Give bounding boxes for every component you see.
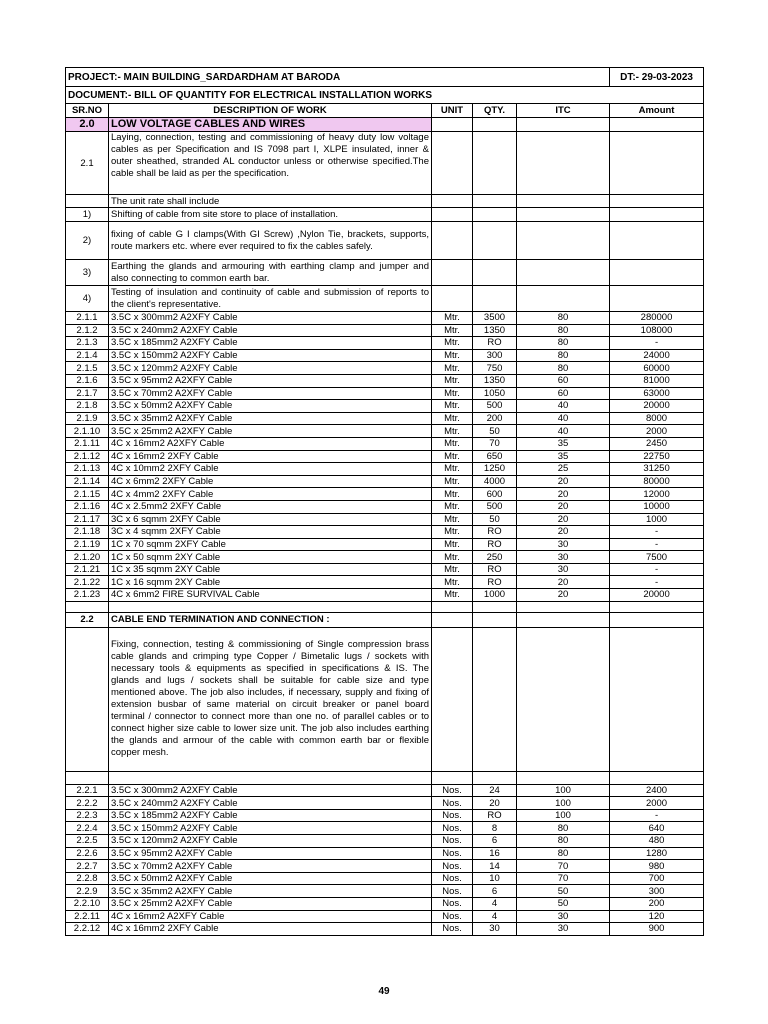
item-unit: Mtr. (432, 437, 473, 450)
item-description: 4C x 16mm2 2XFY Cable (109, 450, 432, 463)
item-amount: 8000 (610, 412, 704, 425)
item-itc: 80 (517, 362, 610, 375)
item-itc: 20 (517, 589, 610, 602)
item-number: 2.1.22 (66, 576, 109, 589)
table-row (66, 898, 704, 911)
item-qty: RO (473, 337, 517, 350)
item-description: 4C x 10mm2 2XFY Cable (109, 463, 432, 476)
item-unit: Mtr. (432, 563, 473, 576)
note-text: Earthing the glands and armouring with earthing clamp and jumper and also connecting to common earth bar. (109, 260, 432, 286)
item-unit: Mtr. (432, 450, 473, 463)
item-qty: 8 (473, 822, 517, 835)
item-number: 2.1 (66, 132, 109, 195)
item-unit: Nos. (432, 872, 473, 885)
item-number: 2.1.9 (66, 412, 109, 425)
item-number: 2.1.14 (66, 475, 109, 488)
section-header-row (66, 118, 704, 132)
item-number: 2.2.12 (66, 923, 109, 936)
item-qty: 250 (473, 551, 517, 564)
item-number: 2.2.10 (66, 898, 109, 911)
item-description: 4C x 16mm2 2XFY Cable (109, 923, 432, 936)
item-amount: - (610, 337, 704, 350)
item-description: 3.5C x 25mm2 A2XFY Cable (109, 898, 432, 911)
item-unit: Mtr. (432, 463, 473, 476)
col-itc: ITC (517, 104, 610, 118)
item-itc: 30 (517, 538, 610, 551)
item-itc: 80 (517, 349, 610, 362)
table-row (66, 337, 704, 350)
item-amount: 2000 (610, 797, 704, 810)
item-itc: 20 (517, 475, 610, 488)
item-number: 2.1.15 (66, 488, 109, 501)
item-qty: 1350 (473, 324, 517, 337)
item-amount: 24000 (610, 349, 704, 362)
table-row (66, 551, 704, 564)
item-description: 3.5C x 50mm2 A2XFY Cable (109, 400, 432, 413)
item-itc: 30 (517, 563, 610, 576)
item-qty: 750 (473, 362, 517, 375)
item-amount: 2450 (610, 437, 704, 450)
table-row (66, 872, 704, 885)
item-qty: 650 (473, 450, 517, 463)
item-itc: 80 (517, 312, 610, 325)
item-description: 3.5C x 150mm2 A2XFY Cable (109, 822, 432, 835)
item-itc: 80 (517, 822, 610, 835)
item-unit: Mtr. (432, 526, 473, 539)
item-itc: 35 (517, 437, 610, 450)
document-row (66, 87, 704, 104)
item-amount: 31250 (610, 463, 704, 476)
item-description: 4C x 16mm2 A2XFY Cable (109, 437, 432, 450)
rate-include-text: The unit rate shall include (109, 195, 432, 208)
item-unit: Mtr. (432, 538, 473, 551)
note-number: 4) (66, 286, 109, 312)
item-amount: 2000 (610, 425, 704, 438)
item-number: 2.2.8 (66, 872, 109, 885)
item-amount: 120 (610, 910, 704, 923)
item-description: 3.5C x 25mm2 A2XFY Cable (109, 425, 432, 438)
item-unit: Mtr. (432, 425, 473, 438)
item-number: 2.2.4 (66, 822, 109, 835)
item-unit: Nos. (432, 809, 473, 822)
item-unit: Nos. (432, 910, 473, 923)
table-row (66, 822, 704, 835)
item-description: 3.5C x 70mm2 A2XFY Cable (109, 387, 432, 400)
item-description: 3.5C x 120mm2 A2XFY Cable (109, 362, 432, 375)
item-unit: Nos. (432, 860, 473, 873)
col-amount: Amount (610, 104, 704, 118)
item-itc: 100 (517, 809, 610, 822)
item-number: 2.1.5 (66, 362, 109, 375)
item-qty: 6 (473, 885, 517, 898)
note-row (66, 286, 704, 312)
item-description: 3.5C x 35mm2 A2XFY Cable (109, 885, 432, 898)
table-row (66, 312, 704, 325)
table-row (66, 400, 704, 413)
item-description: 4C x 6mm2 FIRE SURVIVAL Cable (109, 589, 432, 602)
item-description: 3.5C x 240mm2 A2XFY Cable (109, 324, 432, 337)
item-unit: Nos. (432, 784, 473, 797)
item-amount: 1000 (610, 513, 704, 526)
item-description: 3.5C x 95mm2 A2XFY Cable (109, 847, 432, 860)
item-qty: RO (473, 809, 517, 822)
item-amount: 63000 (610, 387, 704, 400)
item-amount: 640 (610, 822, 704, 835)
item-itc: 100 (517, 784, 610, 797)
table-row (66, 797, 704, 810)
item-qty: 14 (473, 860, 517, 873)
project-row (66, 68, 704, 87)
cable-items (66, 312, 704, 602)
col-description: DESCRIPTION OF WORK (109, 104, 432, 118)
item-unit: Nos. (432, 885, 473, 898)
item-amount: - (610, 526, 704, 539)
item-itc: 20 (517, 513, 610, 526)
item-description: 1C x 50 sqmm 2XY Cable (109, 551, 432, 564)
col-srno: SR.NO (66, 104, 109, 118)
item-description: 3.5C x 150mm2 A2XFY Cable (109, 349, 432, 362)
item-amount: 80000 (610, 475, 704, 488)
note-text: Shifting of cable from site store to place of installation. (109, 208, 432, 222)
note-text: Testing of insulation and continuity of cable and submission of reports to the client's representative. (109, 286, 432, 312)
item-description: 3.5C x 300mm2 A2XFY Cable (109, 312, 432, 325)
item-description: 4C x 4mm2 2XFY Cable (109, 488, 432, 501)
section-title: LOW VOLTAGE CABLES AND WIRES (109, 118, 432, 132)
item-number: 2.1.6 (66, 374, 109, 387)
item-description: 3.5C x 300mm2 A2XFY Cable (109, 784, 432, 797)
item-qty: RO (473, 538, 517, 551)
item-itc: 20 (517, 500, 610, 513)
spacer-row (66, 601, 704, 612)
item-amount: 300 (610, 885, 704, 898)
item-qty: 500 (473, 400, 517, 413)
item-number: 2.2.11 (66, 910, 109, 923)
note-row (66, 208, 704, 222)
item-unit: Nos. (432, 797, 473, 810)
item-qty: 10 (473, 872, 517, 885)
item-number: 2.1.7 (66, 387, 109, 400)
item-description-row (66, 132, 704, 195)
item-unit: Nos. (432, 822, 473, 835)
item-qty: RO (473, 576, 517, 589)
item-itc: 80 (517, 337, 610, 350)
item-description-row (66, 627, 704, 771)
item-qty: 4 (473, 898, 517, 911)
item-qty: 200 (473, 412, 517, 425)
table-row (66, 500, 704, 513)
item-amount: - (610, 576, 704, 589)
item-number: 2.2.6 (66, 847, 109, 860)
item-amount: 480 (610, 835, 704, 848)
item-number: 2.2.7 (66, 860, 109, 873)
item-amount: - (610, 809, 704, 822)
note-row (66, 222, 704, 260)
item-itc: 60 (517, 374, 610, 387)
item-itc: 80 (517, 847, 610, 860)
item-number: 2.1.23 (66, 589, 109, 602)
section-header-row (66, 612, 704, 627)
item-qty: 50 (473, 513, 517, 526)
item-description: 3.5C x 95mm2 A2XFY Cable (109, 374, 432, 387)
termination-description: Fixing, connection, testing & commissioning of Single compression brass cable glands and crimping type Copper / Bimetalic lugs / sockets with necessary tools & equipments as specified in specifications & IS. The glands and lugs / sockets shall be suitable for cable size and type mentioned above. The job also includes, if necessary, supply and fixing of extension busbar of same material on circuit breaker or panel board terminal / connector to connect more than one no. of parallel cables or to connect higher size cable to lower size unit. The job also includes earthing the glands and armour of the cable with common earth bar or flexible copper mesh. (109, 627, 432, 771)
table-row (66, 437, 704, 450)
item-description: 3C x 6 sqmm 2XFY Cable (109, 513, 432, 526)
page-number: 49 (378, 986, 390, 997)
item-number: 2.2.5 (66, 835, 109, 848)
item-unit: Mtr. (432, 362, 473, 375)
item-number: 2.1.11 (66, 437, 109, 450)
table-row (66, 450, 704, 463)
item-amount: - (610, 563, 704, 576)
item-description: 4C x 6mm2 2XFY Cable (109, 475, 432, 488)
item-qty: 1050 (473, 387, 517, 400)
item-unit: Mtr. (432, 513, 473, 526)
item-unit: Mtr. (432, 312, 473, 325)
table-row (66, 784, 704, 797)
item-qty: 1350 (473, 374, 517, 387)
item-description: 4C x 16mm2 A2XFY Cable (109, 910, 432, 923)
item-description: 3.5C x 70mm2 A2XFY Cable (109, 860, 432, 873)
item-unit: Nos. (432, 835, 473, 848)
item-unit: Mtr. (432, 500, 473, 513)
item-itc: 30 (517, 923, 610, 936)
item-number: 2.1.10 (66, 425, 109, 438)
item-amount: 20000 (610, 589, 704, 602)
item-qty: 500 (473, 500, 517, 513)
item-itc: 20 (517, 488, 610, 501)
document-date: DT:- 29-03-2023 (610, 68, 704, 87)
item-itc: 40 (517, 412, 610, 425)
col-qty: QTY. (473, 104, 517, 118)
item-description: 1C x 70 sqmm 2XFY Cable (109, 538, 432, 551)
item-qty: 300 (473, 349, 517, 362)
item-itc: 40 (517, 425, 610, 438)
item-number: 2.1.3 (66, 337, 109, 350)
table-row (66, 923, 704, 936)
col-unit: UNIT (432, 104, 473, 118)
item-number: 2.1.1 (66, 312, 109, 325)
item-qty: RO (473, 563, 517, 576)
item-itc: 100 (517, 797, 610, 810)
item-qty: 1250 (473, 463, 517, 476)
item-description: 3.5C x 185mm2 A2XFY Cable (109, 337, 432, 350)
item-number: 2.1.19 (66, 538, 109, 551)
note-row (66, 260, 704, 286)
item-itc: 60 (517, 387, 610, 400)
project-title: PROJECT:- MAIN BUILDING_SARDARDHAM AT BARODA (66, 68, 610, 87)
table-row (66, 425, 704, 438)
item-amount: 10000 (610, 500, 704, 513)
table-row (66, 563, 704, 576)
table-row (66, 526, 704, 539)
item-qty: 50 (473, 425, 517, 438)
item-qty: 20 (473, 797, 517, 810)
item-amount: - (610, 538, 704, 551)
section-title: CABLE END TERMINATION AND CONNECTION : (109, 612, 432, 627)
item-number: 2.2.3 (66, 809, 109, 822)
item-unit: Nos. (432, 847, 473, 860)
item-amount: 108000 (610, 324, 704, 337)
item-amount: 2400 (610, 784, 704, 797)
rate-include-row (66, 195, 704, 208)
table-row (66, 387, 704, 400)
table-row (66, 847, 704, 860)
table-row (66, 910, 704, 923)
item-unit: Mtr. (432, 337, 473, 350)
item-number: 2.1.4 (66, 349, 109, 362)
item-unit: Mtr. (432, 349, 473, 362)
item-qty: 3500 (473, 312, 517, 325)
table-row (66, 324, 704, 337)
item-itc: 80 (517, 324, 610, 337)
item-qty: 24 (473, 784, 517, 797)
item-qty: 600 (473, 488, 517, 501)
table-row (66, 349, 704, 362)
item-amount: 280000 (610, 312, 704, 325)
item-qty: 70 (473, 437, 517, 450)
item-number: 2.2.9 (66, 885, 109, 898)
table-row (66, 860, 704, 873)
item-qty: 4000 (473, 475, 517, 488)
item-number: 2.1.20 (66, 551, 109, 564)
item-unit: Mtr. (432, 551, 473, 564)
item-amount: 1280 (610, 847, 704, 860)
item-unit: Nos. (432, 923, 473, 936)
spacer-row (66, 771, 704, 784)
item-qty: 1000 (473, 589, 517, 602)
item-itc: 70 (517, 860, 610, 873)
item-unit: Mtr. (432, 400, 473, 413)
item-number: 2.1.17 (66, 513, 109, 526)
item-number: 2.1.12 (66, 450, 109, 463)
item-itc: 30 (517, 551, 610, 564)
table-row (66, 576, 704, 589)
item-amount: 60000 (610, 362, 704, 375)
table-row (66, 463, 704, 476)
note-number: 1) (66, 208, 109, 222)
table-row (66, 589, 704, 602)
item-amount: 200 (610, 898, 704, 911)
item-number: 2.2.1 (66, 784, 109, 797)
termination-items (66, 784, 704, 935)
item-qty: 4 (473, 910, 517, 923)
note-text: fixing of cable G I clamps(With GI Screw) ,Nylon Tie, brackets, supports, route markers etc. where ever required to fix the cables safely. (109, 222, 432, 260)
table-row (66, 412, 704, 425)
item-number: 2.1.18 (66, 526, 109, 539)
table-row (66, 809, 704, 822)
item-description: 3.5C x 35mm2 A2XFY Cable (109, 412, 432, 425)
item-itc: 20 (517, 576, 610, 589)
item-itc: 50 (517, 885, 610, 898)
item-itc: 20 (517, 526, 610, 539)
column-header-row (66, 104, 704, 118)
item-unit: Mtr. (432, 576, 473, 589)
table-row (66, 362, 704, 375)
item-description: 1C x 16 sqmm 2XY Cable (109, 576, 432, 589)
item-description: 4C x 2.5mm2 2XFY Cable (109, 500, 432, 513)
item-itc: 40 (517, 400, 610, 413)
item-amount: 980 (610, 860, 704, 873)
table-row (66, 475, 704, 488)
item-number: 2.1.21 (66, 563, 109, 576)
item-unit: Mtr. (432, 374, 473, 387)
item-amount: 700 (610, 872, 704, 885)
item-description: Laying, connection, testing and commissioning of heavy duty low voltage cables as per Specification and IS 7098 part I, XLPE insulated, inner & outer sheathed, stranded AL conductor unless or otherwise specified.The cable shall be laid as per the specification. (109, 132, 432, 195)
boq-table (65, 67, 704, 936)
item-description: 3.5C x 240mm2 A2XFY Cable (109, 797, 432, 810)
item-itc: 50 (517, 898, 610, 911)
section-number: 2.0 (66, 118, 109, 132)
item-unit: Mtr. (432, 324, 473, 337)
item-amount: 900 (610, 923, 704, 936)
table-row (66, 835, 704, 848)
note-number: 2) (66, 222, 109, 260)
table-row (66, 885, 704, 898)
item-itc: 70 (517, 872, 610, 885)
item-amount: 20000 (610, 400, 704, 413)
item-unit: Mtr. (432, 412, 473, 425)
item-qty: RO (473, 526, 517, 539)
item-number: 2.1.8 (66, 400, 109, 413)
item-amount: 22750 (610, 450, 704, 463)
item-unit: Mtr. (432, 488, 473, 501)
item-unit: Nos. (432, 898, 473, 911)
table-row (66, 513, 704, 526)
item-itc: 35 (517, 450, 610, 463)
item-description: 3C x 4 sqmm 2XFY Cable (109, 526, 432, 539)
section-number: 2.2 (66, 612, 109, 627)
note-number: 3) (66, 260, 109, 286)
item-amount: 7500 (610, 551, 704, 564)
item-amount: 81000 (610, 374, 704, 387)
item-itc: 30 (517, 910, 610, 923)
item-itc: 25 (517, 463, 610, 476)
item-unit: Mtr. (432, 589, 473, 602)
item-description: 3.5C x 185mm2 A2XFY Cable (109, 809, 432, 822)
table-row (66, 538, 704, 551)
item-qty: 30 (473, 923, 517, 936)
table-row (66, 374, 704, 387)
item-number: 2.1.13 (66, 463, 109, 476)
item-qty: 6 (473, 835, 517, 848)
item-unit: Mtr. (432, 475, 473, 488)
item-qty: 16 (473, 847, 517, 860)
item-description: 1C x 35 sqmm 2XY Cable (109, 563, 432, 576)
item-itc: 80 (517, 835, 610, 848)
item-description: 3.5C x 50mm2 A2XFY Cable (109, 872, 432, 885)
item-unit: Mtr. (432, 387, 473, 400)
item-number: 2.1.16 (66, 500, 109, 513)
item-number: 2.1.2 (66, 324, 109, 337)
document-title: DOCUMENT:- BILL OF QUANTITY FOR ELECTRICAL INSTALLATION WORKS (66, 87, 704, 104)
item-number: 2.2.2 (66, 797, 109, 810)
item-amount: 12000 (610, 488, 704, 501)
table-row (66, 488, 704, 501)
item-description: 3.5C x 120mm2 A2XFY Cable (109, 835, 432, 848)
